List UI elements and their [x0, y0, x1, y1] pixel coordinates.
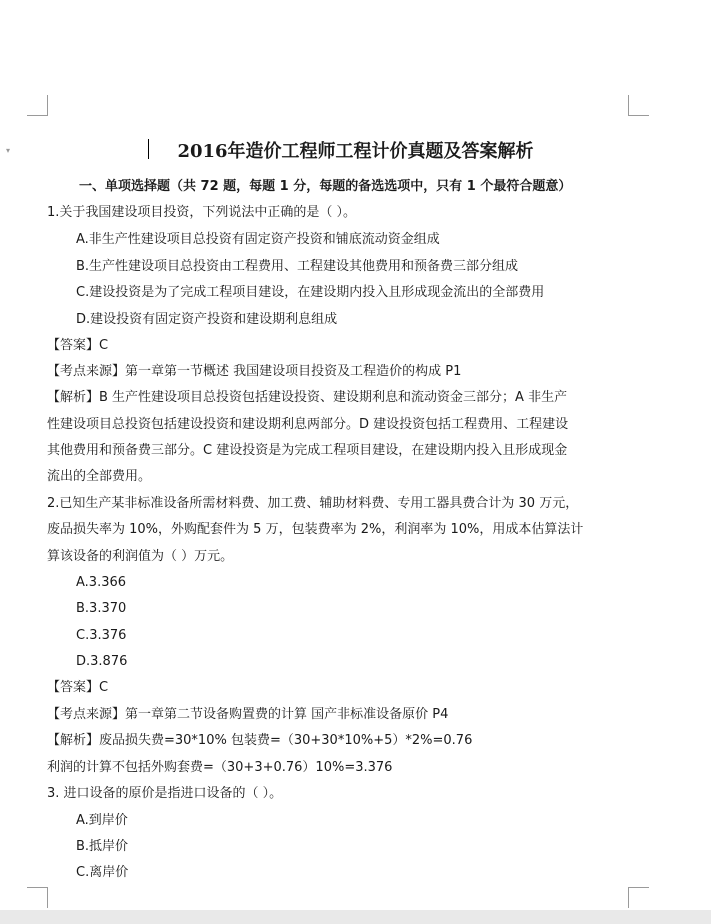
- q2-analysis-line[interactable]: 利润的计算不包括外购套费=（30+3+0.76）10%=3.376: [47, 760, 393, 775]
- q2-option-d[interactable]: D.3.876: [76, 654, 128, 669]
- q1-analysis-line[interactable]: 【解析】B 生产性建设项目总投资包括建设投资、建设期利息和流动资金三部分；A 非生产: [47, 390, 568, 405]
- q1-analysis-line[interactable]: 性建设项目总投资包括建设投资和建设期利息两部分。D 建设投资包括工程费用、工程建设: [47, 417, 569, 432]
- q3-option-a[interactable]: A.到岸价: [76, 813, 128, 828]
- q1-source[interactable]: 【考点来源】第一章第一节概述 我国建设项目投资及工程造价的构成 P1: [47, 364, 462, 379]
- q2-analysis-line[interactable]: 【解析】废品损失费=30*10% 包装费=（30+30*10%+5）*2%=0.76: [47, 733, 473, 748]
- q2-stem-line[interactable]: 2.已知生产某非标准设备所需材料费、加工费、辅助材料费、专用工器具费合计为 30 万元，: [47, 496, 579, 511]
- q3-stem[interactable]: 3. 进口设备的原价是指进口设备的（ ）。: [47, 786, 283, 801]
- page-gap: [0, 910, 711, 924]
- section-heading[interactable]: 一、单项选择题（共 72 题，每题 1 分，每题的备选选项中，只有 1 个最符合题意）: [79, 179, 572, 194]
- q2-option-b[interactable]: B.3.370: [76, 601, 127, 616]
- q1-answer[interactable]: 【答案】C: [47, 338, 109, 353]
- q2-stem-line[interactable]: 废品损失率为 10%，外购配套件为 5 万，包装费率为 2%，利润率为 10%，用成本估算法计: [47, 522, 584, 537]
- q2-stem-line[interactable]: 算该设备的利润值为（ ）万元。: [47, 549, 234, 564]
- q1-stem[interactable]: 1.关于我国建设项目投资，下列说法中正确的是（ ）。: [47, 205, 357, 220]
- q1-analysis-line[interactable]: 流出的全部费用。: [47, 469, 152, 484]
- q3-option-c[interactable]: C.离岸价: [76, 865, 129, 880]
- q1-option-a[interactable]: A.非生产性建设项目总投资有固定资产投资和铺底流动资金组成: [76, 232, 440, 247]
- q2-option-a[interactable]: A.3.366: [76, 575, 127, 590]
- document-title[interactable]: 2016年造价工程师工程计价真题及答案解析: [177, 141, 534, 162]
- q1-option-d[interactable]: D.建设投资有固定资产投资和建设期利息组成: [76, 312, 338, 327]
- q2-option-c[interactable]: C.3.376: [76, 628, 127, 643]
- q1-analysis-line[interactable]: 其他费用和预备费三部分。C 建设投资是为完成工程项目建设，在建设期内投入且形成现金: [47, 443, 568, 458]
- q1-option-c[interactable]: C.建设投资是为了完成工程项目建设，在建设期内投入且形成现金流出的全部费用: [76, 285, 545, 300]
- q3-option-b[interactable]: B.抵岸价: [76, 839, 129, 854]
- q1-option-b[interactable]: B.生产性建设项目总投资由工程费用、工程建设其他费用和预备费三部分组成: [76, 259, 519, 274]
- crop-mark-bottom-right: [628, 887, 649, 908]
- q2-answer[interactable]: 【答案】C: [47, 680, 109, 695]
- crop-mark-top-left: [27, 95, 48, 116]
- margin-marker-icon: ▾: [6, 146, 11, 155]
- q2-source[interactable]: 【考点来源】第一章第二节设备购置费的计算 国产非标准设备原价 P4: [47, 707, 449, 722]
- crop-mark-bottom-left: [27, 887, 48, 908]
- crop-mark-top-right: [628, 95, 649, 116]
